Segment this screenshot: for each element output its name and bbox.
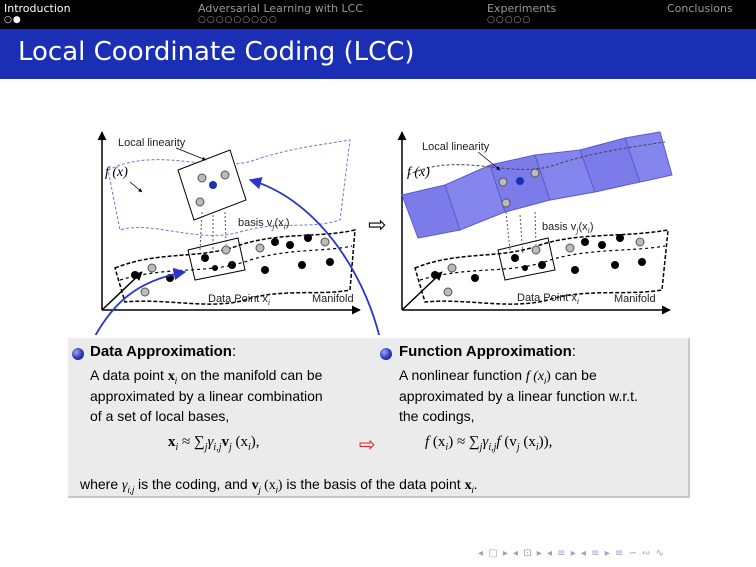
left-data-point-label: Data Point $x_i$ [208,293,271,307]
nav-section-experiments[interactable]: Experiments [487,2,557,15]
data-approximation-heading: Data Approximation: [90,343,237,360]
data-approx-text-line1: A data point $x_i$ on the manifold can be [90,367,323,386]
nav-section-adversarial[interactable]: Adversarial Learning with LCC [198,2,364,15]
surface-point [221,171,229,179]
coding-definition-text: where $\gamma_{i,j}$ is the coding, and $v_j$ $(x_i)$ is the basis of the data point $x_i$. [80,476,478,495]
beamer-navigation-symbols[interactable]: ◂ ▢ ▸ ◂ ⊡ ▸ ◂ ≡ ▸ ◂ ≡ ▸ ≡ ∽ ∾ ∿ [478,548,665,559]
manifold-point [222,246,230,254]
surface-point-mapped [209,181,217,189]
left-fx-label: f (x) [105,165,128,180]
right-panel [402,132,672,310]
nav-dots-introduction[interactable]: ○● [4,15,22,25]
function-approximation-heading: Function Approximation: [399,343,576,360]
right-manifold-label: Manifold [614,293,656,305]
left-local-linearity-label: Local linearity [118,137,186,149]
function-approx-text-line1: A nonlinear function f $(x_i)$ can be [399,367,597,386]
figure-transition-arrow: ⇨ [368,213,387,238]
nav-section-conclusions[interactable]: Conclusions [667,2,733,15]
page-title: Local Coordinate Coding (LCC) [18,37,415,67]
data-approx-text-line3: of a set of local bases, [90,408,230,424]
left-basis-label: basis $v_j(x_i)$ [238,217,290,231]
lcc-diagram [80,120,700,335]
manifold-point [228,261,236,269]
nav-dots-adversarial[interactable]: ○○○○○○○○○ [198,15,278,25]
frame-title-bar [0,29,756,79]
approx-transition-arrow: ⇨ [359,432,376,456]
function-approx-text-line3: the codings, [399,408,475,424]
right-fx-label: f (x) [407,165,430,180]
manifold-point [201,254,209,262]
lcc-figure [80,120,700,335]
function-approx-connector [250,180,383,335]
section-navigation [0,0,756,29]
surface-point [196,198,204,206]
bullet-icon [380,348,392,360]
function-approx-formula: f $(x_i) \approx \sum_j\gamma_{i,j}f$ ($v_j$ $(x_i)$), [425,434,553,453]
data-approx-formula: $x_i \approx \sum_j\gamma_{i,j}v_j$ $(x_i)$, [168,434,260,453]
left-manifold-label: Manifold [312,293,354,305]
right-basis-label: basis $v_j(x_i)$ [542,221,594,235]
nav-dots-experiments[interactable]: ○○○○○ [487,15,532,25]
right-data-point-label: Data Point $x_i$ [517,292,580,306]
surface-point [198,174,206,182]
nav-section-introduction[interactable]: Introduction [4,2,71,15]
manifold-point [212,265,218,271]
explanation-box [68,338,690,498]
data-approx-text-line2: approximated by a linear combination [90,388,323,404]
bullet-icon [72,348,84,360]
left-panel [102,132,360,310]
right-local-linearity-label: Local linearity [422,141,490,153]
function-approx-text-line2: approximated by a linear function w.r.t. [399,388,638,404]
